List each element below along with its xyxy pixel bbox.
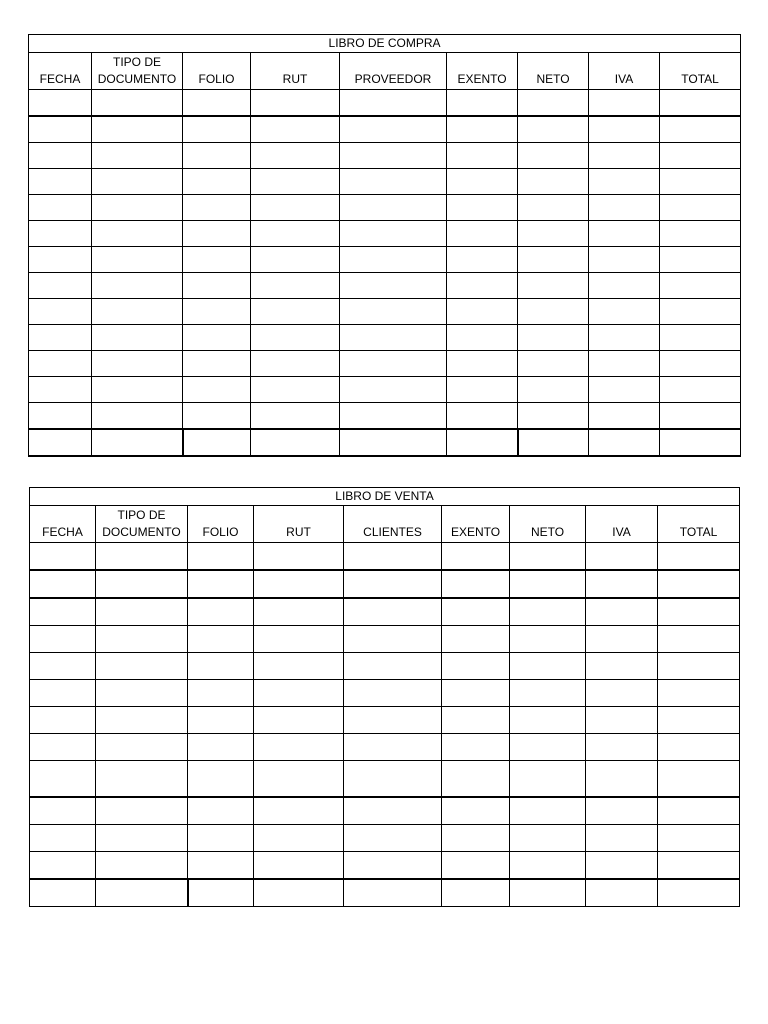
cell-fecha[interactable] [29, 247, 92, 273]
cell-total[interactable] [658, 825, 740, 852]
cell-fecha[interactable] [29, 143, 92, 169]
cell-rut[interactable] [254, 734, 344, 761]
cell-exento[interactable] [447, 429, 518, 456]
cell-clientes[interactable] [344, 825, 442, 852]
cell-rut[interactable] [251, 403, 340, 430]
cell-fecha[interactable] [29, 221, 92, 247]
cell-tipo-documento[interactable] [92, 116, 183, 143]
cell-proveedor[interactable] [340, 195, 447, 221]
column-header-exento: EXENTO [442, 506, 510, 543]
cell-neto[interactable] [518, 377, 589, 403]
cell-total[interactable] [660, 351, 741, 377]
cell-folio[interactable] [188, 879, 254, 907]
cell-folio[interactable] [183, 169, 251, 195]
cell-proveedor[interactable] [340, 90, 447, 117]
cell-neto[interactable] [510, 653, 586, 680]
cell-proveedor[interactable] [340, 325, 447, 351]
cell-folio[interactable] [188, 825, 254, 852]
column-header-clientes: CLIENTES [344, 506, 442, 543]
cell-fecha[interactable] [29, 169, 92, 195]
cell-exento[interactable] [447, 221, 518, 247]
cell-rut[interactable] [251, 351, 340, 377]
table-row [30, 598, 740, 626]
cell-clientes[interactable] [344, 734, 442, 761]
cell-tipo-documento[interactable] [96, 734, 188, 761]
cell-rut[interactable] [251, 429, 340, 456]
cell-rut[interactable] [251, 143, 340, 169]
table-row [29, 299, 741, 325]
cell-folio[interactable] [188, 598, 254, 626]
cell-rut[interactable] [254, 543, 344, 571]
table-row [30, 852, 740, 880]
cell-clientes[interactable] [344, 761, 442, 798]
column-header-proveedor: PROVEEDOR [340, 53, 447, 90]
cell-neto[interactable] [518, 273, 589, 299]
cell-fecha[interactable] [30, 626, 96, 653]
cell-total[interactable] [660, 247, 741, 273]
column-header-total: TOTAL [660, 53, 741, 90]
cell-tipo-documento[interactable] [92, 90, 183, 117]
cell-folio[interactable] [188, 543, 254, 571]
cell-iva[interactable] [586, 825, 658, 852]
cell-fecha[interactable] [30, 543, 96, 571]
cell-iva[interactable] [589, 169, 660, 195]
cell-total[interactable] [660, 325, 741, 351]
cell-folio[interactable] [188, 570, 254, 598]
cell-iva[interactable] [586, 879, 658, 907]
cell-neto[interactable] [518, 169, 589, 195]
cell-iva[interactable] [586, 570, 658, 598]
cell-proveedor[interactable] [340, 429, 447, 456]
cell-neto[interactable] [510, 797, 586, 825]
cell-fecha[interactable] [30, 653, 96, 680]
libro-de-compra-table [28, 34, 741, 457]
cell-total[interactable] [658, 626, 740, 653]
table-row [29, 116, 741, 143]
cell-neto[interactable] [518, 299, 589, 325]
cell-fecha[interactable] [29, 429, 92, 456]
cell-exento[interactable] [447, 351, 518, 377]
cell-fecha[interactable] [30, 734, 96, 761]
cell-tipo-documento[interactable] [92, 299, 183, 325]
cell-iva[interactable] [586, 680, 658, 707]
cell-neto[interactable] [518, 143, 589, 169]
cell-total[interactable] [660, 116, 741, 143]
cell-exento[interactable] [442, 707, 510, 734]
cell-total[interactable] [658, 598, 740, 626]
cell-tipo-documento[interactable] [96, 680, 188, 707]
cell-iva[interactable] [589, 351, 660, 377]
cell-folio[interactable] [183, 90, 251, 117]
cell-rut[interactable] [254, 879, 344, 907]
column-header-iva: IVA [589, 53, 660, 90]
table-row [30, 734, 740, 761]
cell-iva[interactable] [586, 598, 658, 626]
cell-total[interactable] [660, 429, 741, 456]
cell-iva[interactable] [589, 403, 660, 430]
cell-rut[interactable] [251, 273, 340, 299]
cell-total[interactable] [660, 221, 741, 247]
cell-exento[interactable] [442, 598, 510, 626]
column-header-folio: FOLIO [188, 506, 254, 543]
cell-iva[interactable] [589, 143, 660, 169]
cell-tipo-documento[interactable] [96, 797, 188, 825]
cell-folio[interactable] [183, 351, 251, 377]
cell-exento[interactable] [447, 195, 518, 221]
cell-proveedor[interactable] [340, 377, 447, 403]
cell-folio[interactable] [183, 403, 251, 430]
cell-total[interactable] [660, 195, 741, 221]
cell-fecha[interactable] [30, 598, 96, 626]
column-header-tipo-documento: TIPO DE DOCUMENTO [96, 506, 188, 543]
cell-tipo-documento[interactable] [96, 852, 188, 880]
column-header-fecha: FECHA [29, 53, 92, 90]
cell-clientes[interactable] [344, 598, 442, 626]
cell-exento[interactable] [442, 543, 510, 571]
cell-iva[interactable] [586, 653, 658, 680]
table-row [30, 570, 740, 598]
cell-tipo-documento[interactable] [92, 377, 183, 403]
table-row [29, 195, 741, 221]
cell-tipo-documento[interactable] [92, 273, 183, 299]
cell-exento[interactable] [447, 377, 518, 403]
cell-tipo-documento[interactable] [96, 707, 188, 734]
cell-folio[interactable] [188, 761, 254, 798]
cell-neto[interactable] [510, 570, 586, 598]
libro-de-venta-table [29, 487, 740, 907]
cell-total[interactable] [658, 543, 740, 571]
cell-fecha[interactable] [29, 90, 92, 117]
cell-clientes[interactable] [344, 879, 442, 907]
table-row [29, 325, 741, 351]
cell-folio[interactable] [183, 429, 251, 456]
table-row [30, 879, 740, 907]
column-header-total: TOTAL [658, 506, 740, 543]
column-header-neto: NETO [510, 506, 586, 543]
cell-clientes[interactable] [344, 626, 442, 653]
table-row [29, 429, 741, 456]
cell-exento[interactable] [447, 143, 518, 169]
cell-proveedor[interactable] [340, 403, 447, 430]
cell-total[interactable] [660, 169, 741, 195]
cell-proveedor[interactable] [340, 299, 447, 325]
cell-neto[interactable] [510, 598, 586, 626]
table-row [29, 247, 741, 273]
table-row [29, 169, 741, 195]
cell-total[interactable] [658, 852, 740, 880]
cell-rut[interactable] [254, 626, 344, 653]
cell-proveedor[interactable] [340, 116, 447, 143]
cell-clientes[interactable] [344, 852, 442, 880]
cell-tipo-documento[interactable] [92, 195, 183, 221]
table-title: LIBRO DE COMPRA [29, 35, 741, 53]
cell-iva[interactable] [586, 734, 658, 761]
cell-folio[interactable] [188, 626, 254, 653]
cell-tipo-documento[interactable] [96, 626, 188, 653]
cell-folio[interactable] [183, 143, 251, 169]
cell-neto[interactable] [510, 707, 586, 734]
cell-folio[interactable] [188, 653, 254, 680]
cell-exento[interactable] [447, 247, 518, 273]
cell-fecha[interactable] [30, 797, 96, 825]
column-header-folio: FOLIO [183, 53, 251, 90]
cell-neto[interactable] [518, 403, 589, 430]
table-row [30, 543, 740, 571]
table-row [30, 761, 740, 798]
cell-rut[interactable] [254, 570, 344, 598]
table-row [30, 680, 740, 707]
table-row [29, 90, 741, 117]
cell-total[interactable] [658, 707, 740, 734]
cell-iva[interactable] [586, 707, 658, 734]
cell-fecha[interactable] [30, 852, 96, 880]
cell-rut[interactable] [251, 247, 340, 273]
cell-neto[interactable] [510, 680, 586, 707]
table-row [29, 221, 741, 247]
cell-fecha[interactable] [30, 570, 96, 598]
cell-proveedor[interactable] [340, 143, 447, 169]
cell-fecha[interactable] [29, 273, 92, 299]
cell-fecha[interactable] [30, 707, 96, 734]
column-header-iva: IVA [586, 506, 658, 543]
cell-folio[interactable] [188, 680, 254, 707]
cell-total[interactable] [660, 90, 741, 117]
cell-iva[interactable] [589, 247, 660, 273]
cell-total[interactable] [658, 761, 740, 798]
cell-exento[interactable] [447, 299, 518, 325]
cell-exento[interactable] [442, 680, 510, 707]
cell-fecha[interactable] [29, 351, 92, 377]
cell-iva[interactable] [586, 543, 658, 571]
cell-iva[interactable] [589, 377, 660, 403]
cell-fecha[interactable] [30, 680, 96, 707]
cell-folio[interactable] [188, 797, 254, 825]
cell-exento[interactable] [442, 879, 510, 907]
cell-neto[interactable] [510, 879, 586, 907]
table-row [29, 143, 741, 169]
cell-folio[interactable] [188, 852, 254, 880]
table-row [30, 626, 740, 653]
cell-tipo-documento[interactable] [96, 761, 188, 798]
cell-clientes[interactable] [344, 543, 442, 571]
cell-neto[interactable] [518, 90, 589, 117]
cell-rut[interactable] [254, 797, 344, 825]
table-row [30, 825, 740, 852]
cell-tipo-documento[interactable] [96, 653, 188, 680]
cell-rut[interactable] [254, 825, 344, 852]
table-row [30, 707, 740, 734]
cell-fecha[interactable] [29, 325, 92, 351]
cell-tipo-documento[interactable] [92, 169, 183, 195]
cell-tipo-documento[interactable] [92, 351, 183, 377]
cell-fecha[interactable] [29, 403, 92, 430]
cell-rut[interactable] [251, 221, 340, 247]
column-header-fecha: FECHA [30, 506, 96, 543]
cell-rut[interactable] [251, 169, 340, 195]
column-header-neto: NETO [518, 53, 589, 90]
cell-rut[interactable] [251, 195, 340, 221]
column-header-rut: RUT [254, 506, 344, 543]
cell-iva[interactable] [589, 221, 660, 247]
compra-rows [29, 90, 741, 457]
cell-total[interactable] [658, 570, 740, 598]
cell-clientes[interactable] [344, 680, 442, 707]
cell-fecha[interactable] [29, 377, 92, 403]
cell-iva[interactable] [589, 429, 660, 456]
cell-neto[interactable] [518, 116, 589, 143]
cell-exento[interactable] [442, 761, 510, 798]
cell-clientes[interactable] [344, 797, 442, 825]
cell-fecha[interactable] [29, 116, 92, 143]
cell-proveedor[interactable] [340, 221, 447, 247]
cell-iva[interactable] [589, 273, 660, 299]
cell-rut[interactable] [251, 116, 340, 143]
cell-rut[interactable] [254, 761, 344, 798]
cell-folio[interactable] [183, 325, 251, 351]
cell-exento[interactable] [447, 273, 518, 299]
cell-tipo-documento[interactable] [96, 879, 188, 907]
cell-proveedor[interactable] [340, 169, 447, 195]
cell-tipo-documento[interactable] [92, 143, 183, 169]
cell-proveedor[interactable] [340, 351, 447, 377]
cell-neto[interactable] [510, 543, 586, 571]
cell-exento[interactable] [447, 403, 518, 430]
cell-neto[interactable] [518, 195, 589, 221]
cell-tipo-documento[interactable] [92, 221, 183, 247]
cell-folio[interactable] [188, 734, 254, 761]
cell-total[interactable] [660, 377, 741, 403]
column-header-rut: RUT [251, 53, 340, 90]
cell-rut[interactable] [254, 653, 344, 680]
cell-neto[interactable] [510, 852, 586, 880]
cell-total[interactable] [660, 299, 741, 325]
cell-exento[interactable] [442, 734, 510, 761]
cell-exento[interactable] [442, 825, 510, 852]
cell-iva[interactable] [589, 299, 660, 325]
cell-rut[interactable] [251, 90, 340, 117]
cell-neto[interactable] [510, 825, 586, 852]
cell-folio[interactable] [183, 299, 251, 325]
table-row [29, 403, 741, 430]
cell-folio[interactable] [188, 707, 254, 734]
cell-iva[interactable] [589, 195, 660, 221]
cell-folio[interactable] [183, 247, 251, 273]
cell-neto[interactable] [518, 221, 589, 247]
cell-tipo-documento[interactable] [96, 570, 188, 598]
cell-folio[interactable] [183, 221, 251, 247]
cell-rut[interactable] [254, 680, 344, 707]
cell-neto[interactable] [518, 247, 589, 273]
cell-fecha[interactable] [29, 195, 92, 221]
cell-rut[interactable] [254, 852, 344, 880]
column-header-exento: EXENTO [447, 53, 518, 90]
table-row [29, 377, 741, 403]
cell-clientes[interactable] [344, 653, 442, 680]
cell-total[interactable] [660, 143, 741, 169]
cell-folio[interactable] [183, 377, 251, 403]
cell-exento[interactable] [442, 626, 510, 653]
cell-iva[interactable] [589, 90, 660, 117]
cell-exento[interactable] [442, 570, 510, 598]
table-row [30, 797, 740, 825]
cell-exento[interactable] [447, 169, 518, 195]
cell-rut[interactable] [254, 598, 344, 626]
cell-rut[interactable] [251, 299, 340, 325]
table-row [29, 273, 741, 299]
cell-iva[interactable] [589, 325, 660, 351]
cell-rut[interactable] [251, 377, 340, 403]
cell-iva[interactable] [586, 761, 658, 798]
cell-neto[interactable] [518, 429, 589, 456]
cell-neto[interactable] [510, 626, 586, 653]
cell-rut[interactable] [251, 325, 340, 351]
cell-clientes[interactable] [344, 570, 442, 598]
cell-proveedor[interactable] [340, 273, 447, 299]
cell-exento[interactable] [442, 653, 510, 680]
cell-iva[interactable] [586, 852, 658, 880]
cell-total[interactable] [660, 273, 741, 299]
cell-folio[interactable] [183, 273, 251, 299]
cell-clientes[interactable] [344, 707, 442, 734]
cell-total[interactable] [658, 734, 740, 761]
cell-total[interactable] [658, 797, 740, 825]
cell-exento[interactable] [447, 325, 518, 351]
cell-folio[interactable] [183, 195, 251, 221]
cell-tipo-documento[interactable] [96, 543, 188, 571]
cell-neto[interactable] [518, 325, 589, 351]
venta-rows [30, 543, 740, 907]
cell-tipo-documento[interactable] [96, 825, 188, 852]
cell-total[interactable] [660, 403, 741, 430]
cell-exento[interactable] [447, 116, 518, 143]
cell-fecha[interactable] [29, 299, 92, 325]
cell-tipo-documento[interactable] [92, 429, 183, 456]
cell-neto[interactable] [518, 351, 589, 377]
column-header-tipo-documento: TIPO DE DOCUMENTO [92, 53, 183, 90]
cell-total[interactable] [658, 653, 740, 680]
cell-fecha[interactable] [30, 879, 96, 907]
cell-iva[interactable] [586, 626, 658, 653]
cell-exento[interactable] [442, 797, 510, 825]
cell-tipo-documento[interactable] [92, 247, 183, 273]
table-row [29, 351, 741, 377]
cell-tipo-documento[interactable] [92, 403, 183, 430]
cell-rut[interactable] [254, 707, 344, 734]
table-title: LIBRO DE VENTA [30, 488, 740, 506]
cell-neto[interactable] [510, 761, 586, 798]
cell-total[interactable] [658, 680, 740, 707]
cell-folio[interactable] [183, 116, 251, 143]
cell-tipo-documento[interactable] [96, 598, 188, 626]
cell-fecha[interactable] [30, 825, 96, 852]
cell-neto[interactable] [510, 734, 586, 761]
cell-iva[interactable] [589, 116, 660, 143]
cell-exento[interactable] [442, 852, 510, 880]
cell-iva[interactable] [586, 797, 658, 825]
cell-exento[interactable] [447, 90, 518, 117]
cell-fecha[interactable] [30, 761, 96, 798]
cell-total[interactable] [658, 879, 740, 907]
cell-proveedor[interactable] [340, 247, 447, 273]
table-row [30, 653, 740, 680]
cell-tipo-documento[interactable] [92, 325, 183, 351]
